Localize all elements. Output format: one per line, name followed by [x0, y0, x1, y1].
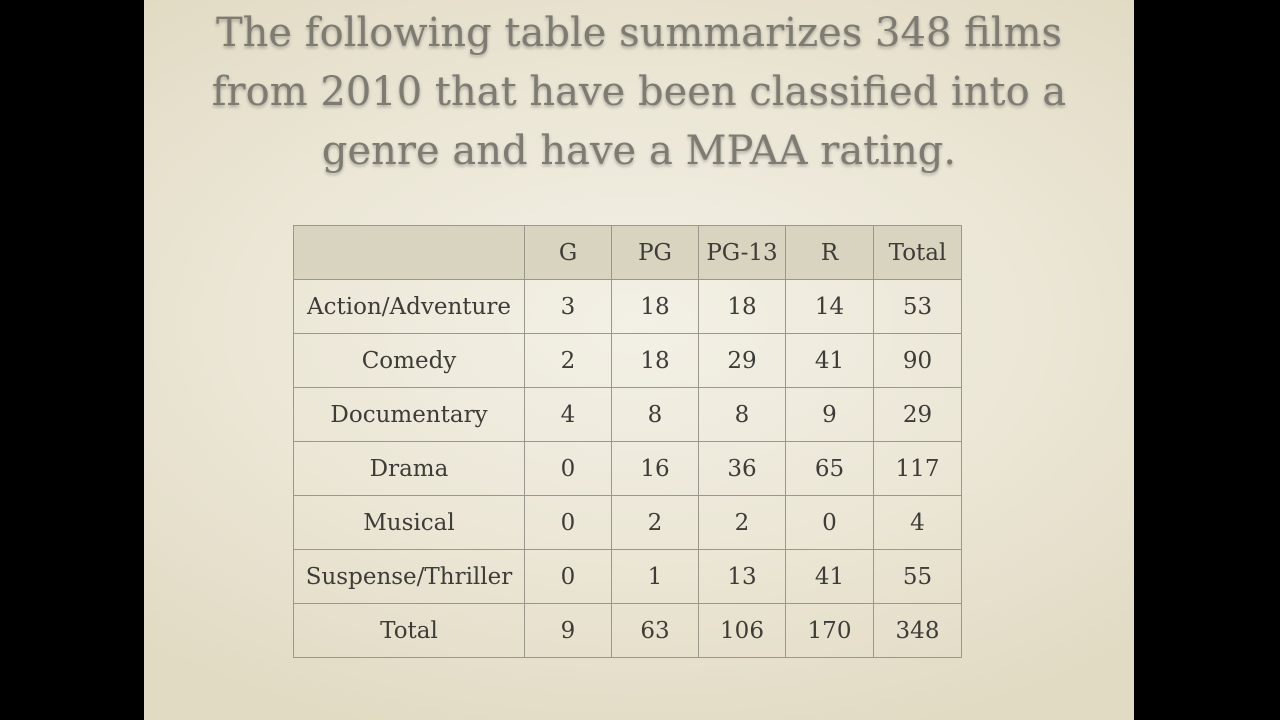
- table-cell: 0: [786, 496, 874, 550]
- row-label: Documentary: [294, 388, 525, 442]
- table-cell: 55: [874, 550, 962, 604]
- table-cell: 8: [699, 388, 786, 442]
- row-label: Drama: [294, 442, 525, 496]
- row-label: Action/Adventure: [294, 280, 525, 334]
- table-cell: 0: [525, 496, 612, 550]
- header-corner-cell: [294, 226, 525, 280]
- table-cell: 117: [874, 442, 962, 496]
- table-cell: 348: [874, 604, 962, 658]
- table-cell: 2: [699, 496, 786, 550]
- table-cell: 4: [525, 388, 612, 442]
- table-cell: 8: [612, 388, 699, 442]
- table-cell: 29: [874, 388, 962, 442]
- slide-title: The following table summarizes 348 films from 2010 that have been classified into a genre and have a MPAA rating.: [211, 10, 1067, 174]
- column-header: G: [525, 226, 612, 280]
- table-cell: 65: [786, 442, 874, 496]
- table-row: [294, 550, 962, 604]
- slide: [144, 0, 1134, 720]
- table-cell: 41: [786, 550, 874, 604]
- table-cell: 1: [612, 550, 699, 604]
- row-label: Suspense/Thriller: [294, 550, 525, 604]
- table-cell: 0: [525, 550, 612, 604]
- table-cell: 13: [699, 550, 786, 604]
- column-header: R: [786, 226, 874, 280]
- table-cell: 14: [786, 280, 874, 334]
- table-row: [294, 388, 962, 442]
- table-cell: 18: [612, 280, 699, 334]
- column-header: PG: [612, 226, 699, 280]
- table-cell: 0: [525, 442, 612, 496]
- row-label: Musical: [294, 496, 525, 550]
- table-cell: 2: [525, 334, 612, 388]
- table-total-row: [294, 604, 962, 658]
- column-header: Total: [874, 226, 962, 280]
- table-cell: 41: [786, 334, 874, 388]
- table-cell: 3: [525, 280, 612, 334]
- table-cell: 18: [699, 280, 786, 334]
- row-label: Total: [294, 604, 525, 658]
- table-cell: 2: [612, 496, 699, 550]
- table-cell: 36: [699, 442, 786, 496]
- table-cell: 9: [525, 604, 612, 658]
- table-row: [294, 280, 962, 334]
- table-row: [294, 334, 962, 388]
- table-cell: 18: [612, 334, 699, 388]
- table-row: [294, 496, 962, 550]
- table-cell: 9: [786, 388, 874, 442]
- table-cell: 63: [612, 604, 699, 658]
- table-cell: 90: [874, 334, 962, 388]
- genre-rating-table: [293, 225, 962, 658]
- row-label: Comedy: [294, 334, 525, 388]
- table-cell: 4: [874, 496, 962, 550]
- table-row: [294, 442, 962, 496]
- table-cell: 53: [874, 280, 962, 334]
- table-cell: 16: [612, 442, 699, 496]
- table-cell: 29: [699, 334, 786, 388]
- table-cell: 170: [786, 604, 874, 658]
- table-header-row: [294, 226, 962, 280]
- column-header: PG-13: [699, 226, 786, 280]
- table-cell: 106: [699, 604, 786, 658]
